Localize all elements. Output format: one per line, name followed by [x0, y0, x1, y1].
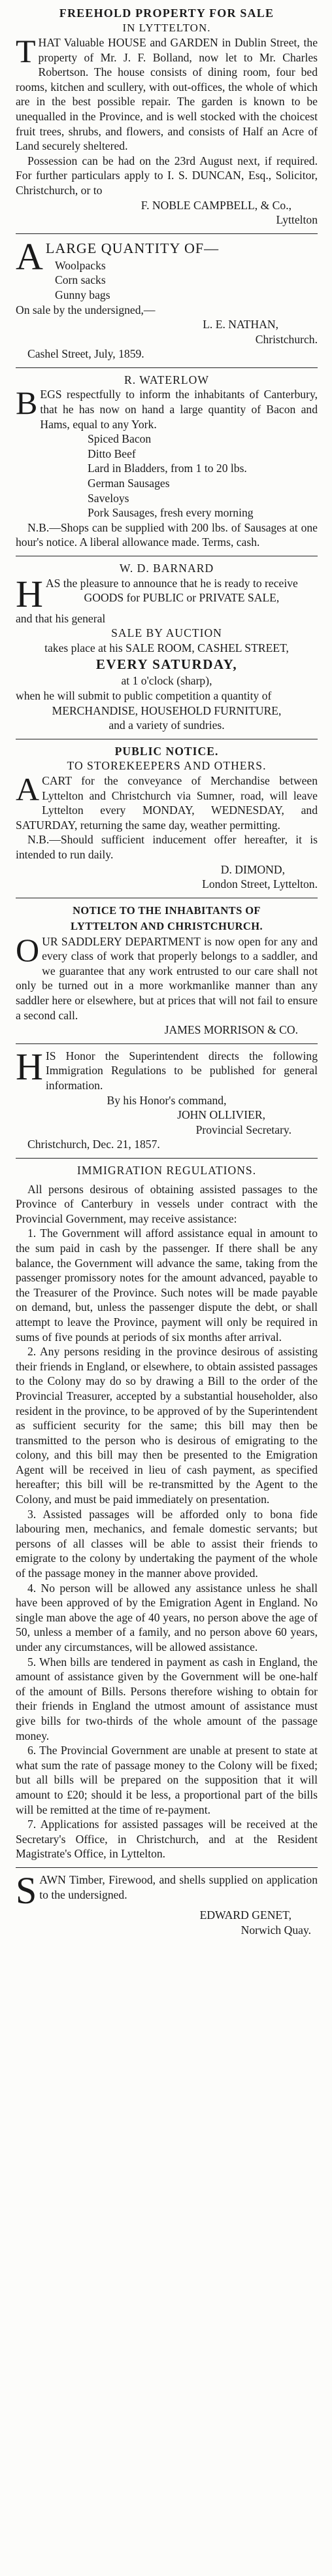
- divider: [16, 367, 318, 368]
- divider: [16, 233, 318, 234]
- ad-body: AS the pleasure to announce that he is ready to receive: [45, 576, 298, 590]
- regulation-paragraph: 3. Assisted passages will be afforded only to bona fide labouring men, mechanics, and female domestic servants; but persons of all classes will be able to assist their friends to emigrate to the colony by undertaking the payment of the whole of the passage money in the manner above provided.: [16, 1507, 318, 1580]
- ad-freehold-property: [16, 4, 318, 230]
- signature-name: F. NOBLE CAMPBELL, & Co.,: [141, 198, 291, 212]
- list-item: Woolpacks: [55, 258, 106, 272]
- ad-note: N.B.—Should sufficient inducement offer hereafter, it is intended to run daily.: [16, 833, 318, 861]
- ad-heading: W. D. BARNARD: [119, 562, 214, 575]
- regulation-paragraph: 7. Applications for assisted passages will be received at the Secretary's Office, in Christchurch, and at the Resident Magistrate's Office, in Lyttelton.: [16, 1818, 318, 1861]
- list-item: Corn sacks: [55, 273, 106, 287]
- signature-place: Norwich Quay.: [241, 1923, 311, 1937]
- ad-line-command: By his Honor's command,: [107, 1093, 227, 1107]
- ad-line-merchandise: MERCHANDISE, HOUSEHOLD FURNITURE,: [52, 703, 282, 717]
- ad-body: IS Honor the Superintendent directs the following Immigration Regulations to be published for general information.: [45, 1049, 318, 1093]
- signature-name: D. DIMOND,: [220, 862, 285, 876]
- ad-heading: R. WATERLOW: [124, 373, 209, 386]
- signature-title: Provincial Secretary.: [195, 1123, 291, 1136]
- regulation-paragraph: All persons desirous of obtaining assisted passages to the Province of Canterbury in vessels under contract with the Provincial Government, may receive assistance:: [16, 1182, 318, 1225]
- drop-cap: O: [16, 931, 40, 968]
- drop-cap: A: [16, 770, 40, 807]
- ad-heading: IMMIGRATION REGULATIONS.: [76, 1164, 257, 1177]
- ad-note: N.B.—Shops can be supplied with 200 lbs. of Sausages at one hour's notice. A liberal allowance made. Terms, cash.: [16, 520, 318, 549]
- drop-cap: S: [16, 1869, 37, 1912]
- list-item: German Sausages: [88, 477, 170, 490]
- dateline: Cashel Street, July, 1859.: [27, 347, 144, 361]
- ad-line-takes: takes place at his SALE ROOM, CASHEL STREET,: [44, 641, 289, 654]
- ad-body: AWN Timber, Firewood, and shells supplied on application to the undersigned.: [39, 1873, 318, 1901]
- ad-headline: LARGE QUANTITY OF—: [45, 239, 220, 256]
- ad-intro: On sale by the undersigned,—: [16, 303, 156, 316]
- ad-body: UR SADDLERY DEPARTMENT is now open for any and every class of work that properly belongs to a saddler, and we guarantee that any work entrusted to our care shall not only be turned out in a more workmanlike manner than any saddler here or elsewhere, but at prices that will not fail to ensure a second call.: [16, 934, 318, 1022]
- regulation-paragraph: 6. The Provincial Government are unable at present to state at what sum the rate of passage money to the Colony will be fixed; but all bills will be prepared on the supposition that it will amount to £20; should it be less, a proportional part of the bills will be remitted at the time of re-payment.: [16, 1744, 318, 1816]
- ad-subheading: IN LYTTELTON.: [122, 22, 211, 34]
- ad-line: and that his general: [16, 611, 106, 625]
- drop-cap: H: [16, 1045, 43, 1088]
- list-item: Spiced Bacon: [88, 432, 152, 446]
- signature-place: Lyttelton: [276, 213, 318, 227]
- regulation-paragraph: 4. No person will be allowed any assistance unless he shall have been approved of by the Emigration Agent in England. No single man above the age of 40 years, no person above the age of 50, unless a member of a family, and no person above 60 years, under any circumstances, will be allowed assistance.: [16, 1581, 318, 1653]
- ad-waterlow: [16, 371, 318, 552]
- regulation-paragraph: 5. When bills are tendered in payment as cash in England, the amount of assistance given by the Government will be one-half of the amount of Bills. Persons therefore wishing to obtain for their friends in England the utmost amount of assistance must give bills for two-thirds of the whole amount of the passage money.: [16, 1655, 318, 1742]
- ad-subheading: TO STOREKEEPERS AND OTHERS.: [67, 759, 267, 773]
- ad-superintendent-notice: [16, 1047, 318, 1155]
- ad-saddlery-notice: [16, 902, 318, 1040]
- signature-name: L. E. NATHAN,: [203, 318, 278, 331]
- ad-subheading: LYTTELTON AND CHRISTCHURCH.: [71, 919, 263, 932]
- signature-place: London Street, Lyttelton.: [202, 877, 318, 891]
- signature-name: JOHN OLLIVIER,: [177, 1108, 265, 1122]
- ad-woolpacks: [16, 237, 318, 364]
- ad-heading: PUBLIC NOTICE.: [114, 744, 219, 758]
- ad-heading: FREEHOLD PROPERTY FOR SALE: [59, 7, 274, 20]
- drop-cap: A: [16, 238, 43, 278]
- drop-cap: T: [16, 33, 36, 69]
- ad-line-variety: and a variety of sundries.: [108, 719, 225, 732]
- signature-name: EDWARD GENET,: [199, 1908, 291, 1922]
- ad-line-when: when he will submit to public competition a quantity of: [16, 688, 272, 702]
- ad-line-every-saturday: EVERY SATURDAY,: [95, 656, 238, 673]
- ad-line-time: at 1 o'clock (sharp),: [121, 674, 212, 688]
- list-item: Ditto Beef: [88, 447, 136, 460]
- ad-body: EGS respectfully to inform the inhabitants of Canterbury, that he has now on hand a large quantity of Bacon and Hams, equal to any York.: [40, 388, 318, 431]
- ad-heading: NOTICE TO THE INHABITANTS OF: [73, 904, 261, 917]
- divider: [16, 1043, 318, 1044]
- ad-body: HAT Valuable HOUSE and GARDEN in Dublin Street, the property of Mr. J. F. Bolland, now let to Mr. Charles Robertson. The house consists of dining room, four bed rooms, kitchen and scullery, with out-offices, the whole of which are in the best possible repair. The garden is known to be unequalled in the Province, and is well stocked with the choicest fruit trees, shrubs, and flowers, and consists of Half an Acre of Land securely sheltered.: [16, 36, 318, 153]
- regulation-paragraph: 2. Any persons residing in the province desirous of assisting their friends in England, or elsewhere, to obtain assisted passages to the Colony may do so by drawing a Bill to the order of the Provincial Treasurer, accepted by a substantial householder, also resident in the province, to be approved of by the Superintendent as sufficient security for the same; this bill may then be transmitted to the person who is desirous of emigrating to the colony, and this bill may then be presented to the Emigration Agent will be received in lieu of cash payment, as specified hereafter; this bill will be re-transmitted by the Agent to the Colony, and must be paid immediately on presentation.: [16, 1345, 318, 1506]
- ad-line-sale: SALE BY AUCTION: [111, 626, 222, 640]
- ad-immigration-regulations: [16, 1162, 318, 1864]
- divider: [16, 1867, 318, 1868]
- ad-barnard-auction: [16, 560, 318, 736]
- drop-cap: B: [16, 384, 38, 422]
- signature-place: Christchurch.: [255, 332, 318, 346]
- ad-body-2: Possession can be had on the 23rd August next, if required. For further particulars apply to I. S. DUNCAN, Esq., Solicitor, Christchurch, or to: [16, 154, 318, 197]
- drop-cap: H: [16, 572, 43, 615]
- list-item: Saveloys: [88, 491, 129, 505]
- ad-public-notice-cart: [16, 743, 318, 894]
- ad-body: CART for the conveyance of Merchandise between Lyttelton and Christchurch via Sumner, road, will leave Lyttelton every MONDAY, WEDNESDAY, and SATURDAY, returning the same day, weather permitting.: [16, 773, 318, 832]
- divider: [16, 1158, 318, 1159]
- list-item: Lard in Bladders, from 1 to 20 lbs.: [88, 462, 247, 475]
- regulation-paragraph: 1. The Government will afford assistance equal in amount to the sum paid in cash by the passenger. If there shall be any balance, the Government will advance the same, taking from the passenger promissory notes for the amount advanced, payable to the Treasurer of the Province. Such notes will be made payable on demand, but, unless the passenger dispute the debt, or shall attempt to leave the Province, payment will only be required in sums of five pounds at periods of six months after arrival.: [16, 1227, 318, 1344]
- ad-sawn-timber: [16, 1871, 318, 1940]
- list-item: Gunny bags: [55, 288, 110, 301]
- signature-name: JAMES MORRISON & CO.: [164, 1023, 298, 1037]
- dateline: Christchurch, Dec. 21, 1857.: [27, 1138, 160, 1151]
- ad-line-goods: GOODS for PUBLIC or PRIVATE SALE,: [84, 591, 280, 605]
- list-item: Pork Sausages, fresh every morning: [88, 506, 254, 520]
